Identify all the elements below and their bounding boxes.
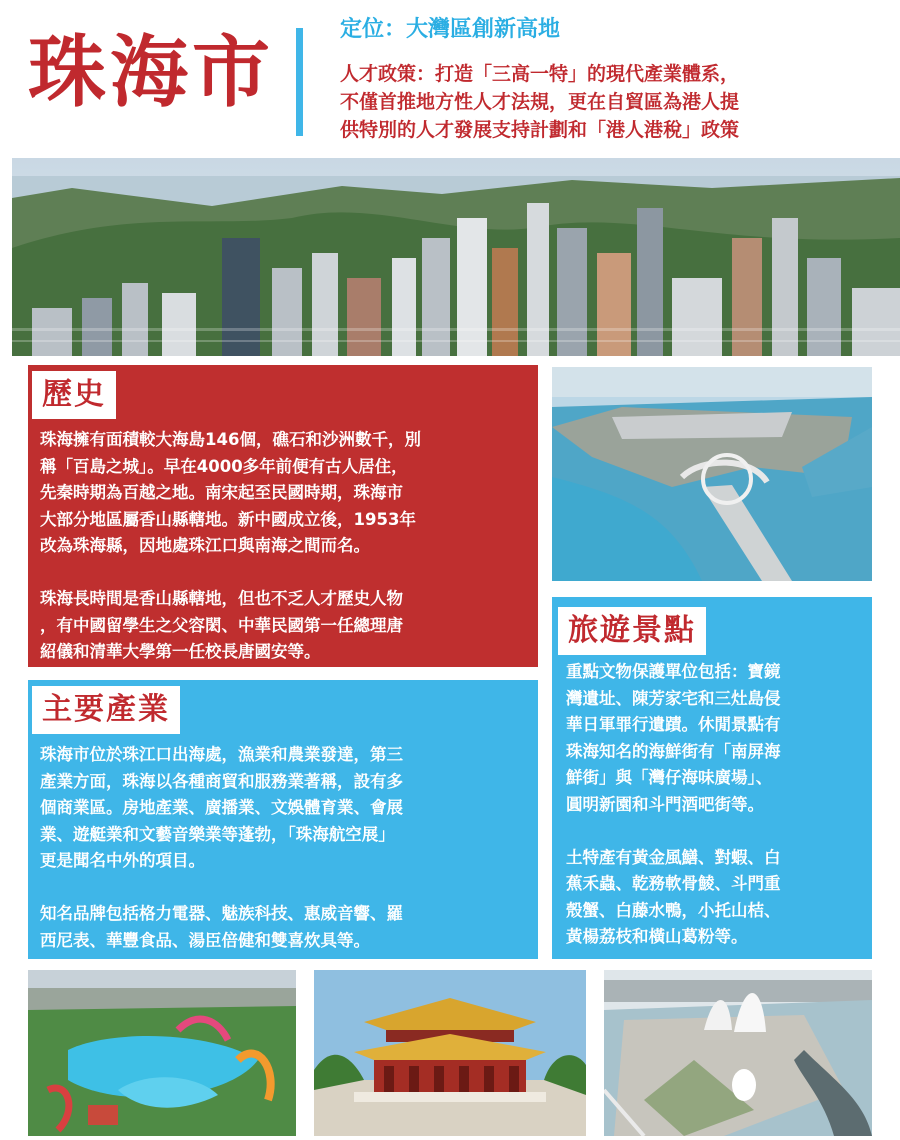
water-park-photo (28, 970, 296, 1136)
city-skyline-photo (12, 158, 900, 356)
tourism-text: 重點文物保護單位包括：寶鏡 灣遺址、陳芳家宅和三灶島侵 華日軍罪行遺蹟。休閒景點有 珠海知名的海鮮街有「南屏海 鮮街」與「灣仔海味廣場」、 圓明新園和斗門酒吧街等。 土特產有黃金風鱔、對蝦、白 蕉禾蟲、乾務軟骨鯪、斗門重 殼蟹、白藤水鴨，小托山桔、 黃楊荔枝和橫山葛粉等。 (566, 662, 781, 946)
talent-policy-text: 人才政策：打造「三高一特」的現代產業體系， 不僅首推地方性人才法規，更在自貿區為港人提 供特別的人才發展支持計劃和「港人港稅」政策 (340, 63, 740, 141)
industry-panel (28, 680, 538, 959)
city-title: 珠海市 (28, 28, 275, 118)
bridge-aerial-photo (552, 367, 872, 581)
opera-house-photo (604, 970, 872, 1136)
header-divider-bar (296, 28, 303, 136)
tourism-panel (552, 597, 872, 959)
tourism-heading: 旅遊景點 (558, 607, 706, 655)
history-text: 珠海擁有面積較大海島146個，礁石和沙洲數千，別 稱「百島之城」。早在4000多年前便有古人居住， 先秦時期為百越之地。南宋起至民國時期，珠海市 大部分地區屬香山縣轄地。新中國成立後，1953年 改為珠海縣，因地處珠江口與南海之間而名。 珠海長時間是香山縣轄地，但也不乏人才歷史人物 ，有中國留學生之父容閎、中華民國第一任總理唐 紹儀和清華大學第一任校長唐國安等。 (40, 430, 421, 661)
industry-text: 珠海市位於珠江口出海處，漁業和農業發達，第三 產業方面，珠海以各種商貿和服務業著稱，設有多 個商業區。房地產業、廣播業、文娛體育業、會展 業、遊艇業和文藝音樂業等蓬勃，「珠海航空展」 更是聞名中外的項目。 知名品牌包括格力電器、魅族科技、惠威音響、羅 西尼表、華豐食品、湯臣倍健和雙喜炊具等。 (40, 745, 403, 950)
history-panel (28, 365, 538, 667)
history-heading: 歷史 (32, 371, 116, 419)
industry-heading: 主要產業 (32, 686, 180, 734)
position-statement: 定位：大灣區創新高地 (340, 17, 561, 42)
palace-photo (314, 970, 586, 1136)
